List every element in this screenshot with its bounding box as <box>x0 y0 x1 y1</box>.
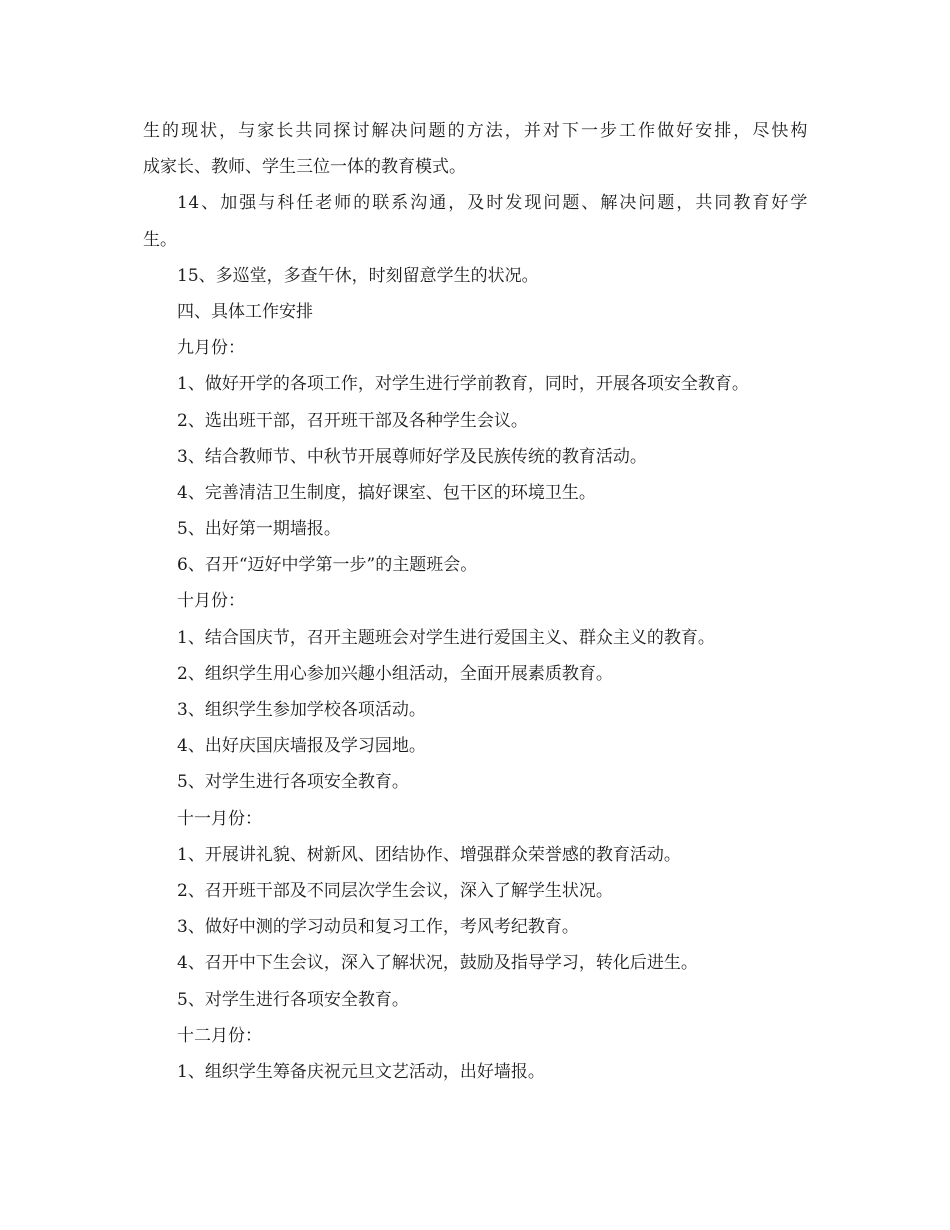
list-item: 3、结合教师节、中秋节开展尊师好学及民族传统的教育活动。 <box>177 446 647 467</box>
list-item: 3、组织学生参加学校各项活动。 <box>177 700 426 720</box>
list-item: 5、对学生进行各项安全教育。 <box>177 772 409 793</box>
month-heading: 十二月份： <box>177 1025 262 1046</box>
list-item: 6、召开“迈好中学第一步”的主题班会。 <box>177 555 478 576</box>
month-heading: 九月份： <box>177 338 245 359</box>
list-item: 1、开展讲礼貌、树新风、团结协作、增强群众荣誉感的教育活动。 <box>177 844 681 865</box>
month-heading: 十月份： <box>177 591 245 612</box>
list-item: 4、完善清洁卫生制度，搞好课室、包干区的环境卫生。 <box>177 482 596 503</box>
list-item: 5、出好第一期墙报。 <box>177 519 341 540</box>
list-item: 5、对学生进行各项安全教育。 <box>177 989 409 1010</box>
list-item: 1、组织学生筹备庆祝元旦文艺活动，出好墙报。 <box>177 1061 545 1082</box>
list-item: 3、做好中测的学习动员和复习工作，考风考纪教育。 <box>177 917 579 938</box>
paragraph-line: 生。 <box>143 229 177 250</box>
list-item: 4、出好庆国庆墙报及学习园地。 <box>177 736 426 757</box>
list-item: 2、召开班干部及不同层次学生会议，深入了解学生状况。 <box>177 880 613 901</box>
list-item: 2、选出班干部，召开班干部及各种学生会议。 <box>177 410 528 431</box>
list-item: 2、组织学生用心参加兴趣小组活动，全面开展素质教育。 <box>177 663 613 684</box>
document-body <box>143 113 808 1090</box>
month-heading: 十一月份： <box>177 808 262 829</box>
paragraph-line: 生的现状，与家长共同探讨解决问题的方法，并对下一步工作做好安排，尽快构 <box>143 121 808 141</box>
paragraph: 15、多巡堂，多查午休，时刻留意学生的状况。 <box>177 265 539 286</box>
list-item: 1、结合国庆节，召开主题班会对学生进行爱国主义、群众主义的教育。 <box>177 627 715 648</box>
paragraph-line: 成家长、教师、学生三位一体的教育模式。 <box>143 157 466 178</box>
list-item: 4、召开中下生会议，深入了解状况，鼓励及指导学习，转化后进生。 <box>177 953 698 974</box>
list-item: 1、做好开学的各项工作，对学生进行学前教育，同时，开展各项安全教育。 <box>177 374 749 395</box>
paragraph-line: 14、加强与科任老师的联系沟通，及时发现问题、解决问题，共同教育好学 <box>177 193 808 214</box>
section-heading: 四、具体工作安排 <box>177 301 313 322</box>
